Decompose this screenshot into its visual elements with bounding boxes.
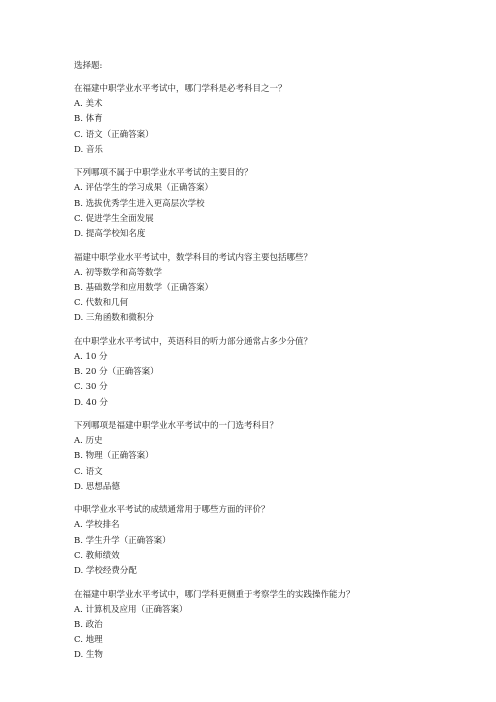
question-7 [74,589,474,662]
option-d: D. 思想品德 [74,481,120,492]
option-a: A. 历史 [74,436,103,447]
document-page [74,60,474,673]
question-5 [74,420,474,493]
option-d: D. 三角函数和微积分 [74,313,154,324]
option-b: B. 20 分（正确答案） [74,367,159,378]
option-b: B. 政治 [74,619,103,630]
option-a: A. 美术 [74,99,103,110]
option-d: D. 生物 [74,650,103,661]
option-a: A. 计算机及应用（正确答案） [74,604,188,615]
question-text: 在福建中职学业水平考试中，哪门学科是必考科目之一？ [74,84,287,94]
option-c: C. 语文 [74,466,103,477]
option-b: B. 基础数学和应用数学（正确答案） [74,282,214,293]
question-text: 福建中职学业水平考试中，数学科目的考试内容主要包括哪些？ [74,252,313,263]
option-c: C. 代数和几何 [74,298,129,309]
option-a: A. 评估学生的学习成果（正确答案） [74,183,214,194]
option-a: A. 初等数学和高等数学 [74,267,163,278]
question-2 [74,167,474,240]
option-a: A. 学校排名 [74,520,120,531]
option-b: B. 学生升学（正确答案） [74,535,171,546]
option-c: C. 地理 [74,635,103,646]
option-c: C. 语文（正确答案） [74,129,154,140]
question-1 [74,83,474,156]
question-text: 下列哪项是福建中职学业水平考试中的一门选考科目？ [74,421,279,431]
question-text: 下列哪项不属于中职学业水平考试的主要目的？ [74,168,253,179]
question-text: 在中职学业水平考试中，英语科目的听力部分通常占多少分值？ [74,336,313,347]
section-heading: 选择题: [74,61,103,71]
option-c: C. 教师绩效 [74,550,120,561]
option-b: B. 体育 [74,114,103,125]
option-d: D. 学校经费分配 [74,566,137,576]
question-3 [74,252,474,325]
question-text: 中职学业水平考试的成绩通常用于哪些方面的评价？ [74,505,270,516]
option-a: A. 10 分 [74,351,108,362]
option-d: D. 音乐 [74,144,103,155]
option-d: D. 提高学校知名度 [74,229,146,239]
option-b: B. 物理（正确答案） [74,451,154,462]
option-c: C. 30 分 [74,382,108,393]
question-4 [74,336,474,409]
question-text: 在福建中职学业水平考试中，哪门学科更侧重于考察学生的实践操作能力？ [74,589,355,600]
option-b: B. 选拔优秀学生进入更高层次学校 [74,198,205,209]
option-c: C. 促进学生全面发展 [74,213,154,224]
option-d: D. 40 分 [74,397,108,408]
question-6 [74,504,474,577]
